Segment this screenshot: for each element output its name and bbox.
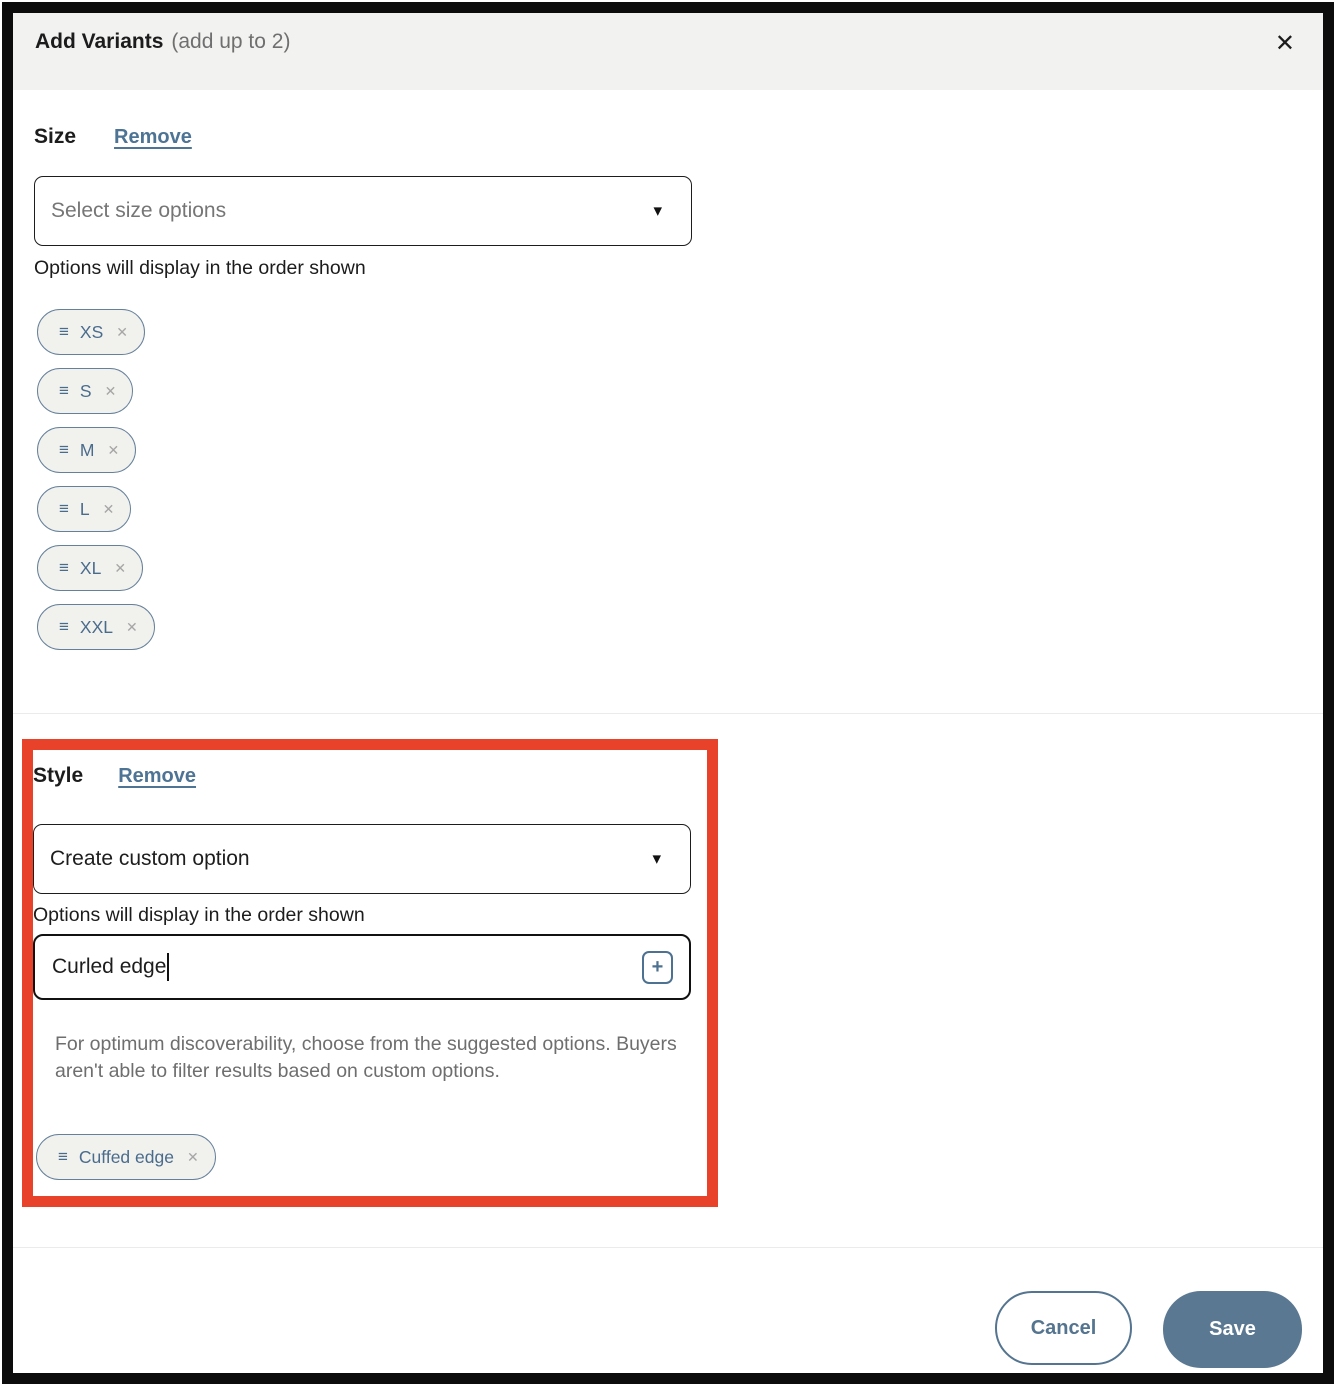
size-option-label: XXL [79, 616, 113, 637]
size-option-pill[interactable] [37, 309, 145, 355]
drag-handle-icon[interactable]: ≡ [59, 617, 69, 636]
size-option-list [37, 309, 1302, 650]
text-cursor [167, 953, 169, 981]
drag-handle-icon[interactable]: ≡ [58, 1147, 68, 1166]
size-option-pill[interactable] [37, 368, 133, 414]
size-option-label: XS [79, 321, 104, 342]
save-button[interactable]: Save [1163, 1291, 1302, 1368]
style-select[interactable] [33, 824, 691, 894]
cancel-button[interactable]: Cancel [995, 1291, 1132, 1365]
drag-handle-icon[interactable]: ≡ [59, 440, 69, 459]
remove-option-icon[interactable]: ✕ [126, 618, 138, 635]
size-option-label: L [79, 498, 90, 519]
size-section-head [34, 125, 1302, 149]
close-icon[interactable]: ✕ [1274, 30, 1295, 57]
size-option-label: M [79, 439, 95, 460]
style-option-pill[interactable] [36, 1134, 216, 1180]
size-order-note: Options will display in the order shown [34, 257, 366, 279]
remove-option-icon[interactable]: ✕ [186, 1148, 199, 1165]
style-remove-link[interactable]: Remove [118, 765, 197, 787]
size-select[interactable] [34, 176, 692, 246]
size-option-pill[interactable] [37, 486, 131, 532]
size-option-pill[interactable] [37, 604, 155, 650]
size-option-pill[interactable] [37, 545, 143, 591]
size-option-pill[interactable] [37, 427, 136, 473]
custom-option-input[interactable] [33, 934, 691, 1000]
custom-option-input-value: Curled edge [52, 953, 169, 981]
modal-subtitle: (add up to 2) [171, 30, 291, 53]
style-option-label: Cuffed edge [78, 1146, 174, 1167]
style-section-title: Style [33, 764, 84, 787]
plus-icon: + [651, 956, 664, 978]
size-select-placeholder: Select size options [51, 199, 227, 222]
style-option-list [36, 1134, 696, 1180]
remove-option-icon[interactable]: ✕ [107, 441, 120, 458]
custom-option-helper-text: For optimum discoverability, choose from the suggested options. Buyers aren't able to filter results based on custom options. [55, 1033, 677, 1082]
add-option-button[interactable] [642, 951, 673, 984]
style-section-head [33, 764, 696, 788]
chevron-down-icon: ▾ [652, 849, 661, 868]
size-remove-link[interactable]: Remove [114, 126, 192, 148]
modal-title-group [35, 30, 290, 54]
style-order-note: Options will display in the order shown [33, 904, 365, 926]
remove-option-icon[interactable]: ✕ [116, 323, 129, 340]
remove-option-icon[interactable]: ✕ [114, 559, 127, 576]
add-variants-modal [2, 2, 1334, 1384]
style-section-highlight [22, 739, 718, 1207]
drag-handle-icon[interactable]: ≡ [59, 499, 69, 518]
chevron-down-icon: ▾ [653, 201, 662, 220]
size-option-label: S [79, 380, 92, 401]
drag-handle-icon[interactable]: ≡ [59, 381, 69, 400]
remove-option-icon[interactable]: ✕ [104, 382, 117, 399]
modal-title: Add Variants [35, 30, 164, 53]
modal-header [13, 13, 1323, 90]
drag-handle-icon[interactable]: ≡ [59, 558, 69, 577]
size-section-title: Size [34, 125, 77, 148]
modal-body [13, 125, 1323, 1248]
section-divider [13, 713, 1323, 714]
style-select-value: Create custom option [50, 847, 250, 870]
size-option-label: XL [79, 557, 102, 578]
remove-option-icon[interactable]: ✕ [102, 500, 115, 517]
modal-footer [13, 1248, 1323, 1368]
size-section [34, 125, 1302, 650]
drag-handle-icon[interactable]: ≡ [59, 322, 69, 341]
